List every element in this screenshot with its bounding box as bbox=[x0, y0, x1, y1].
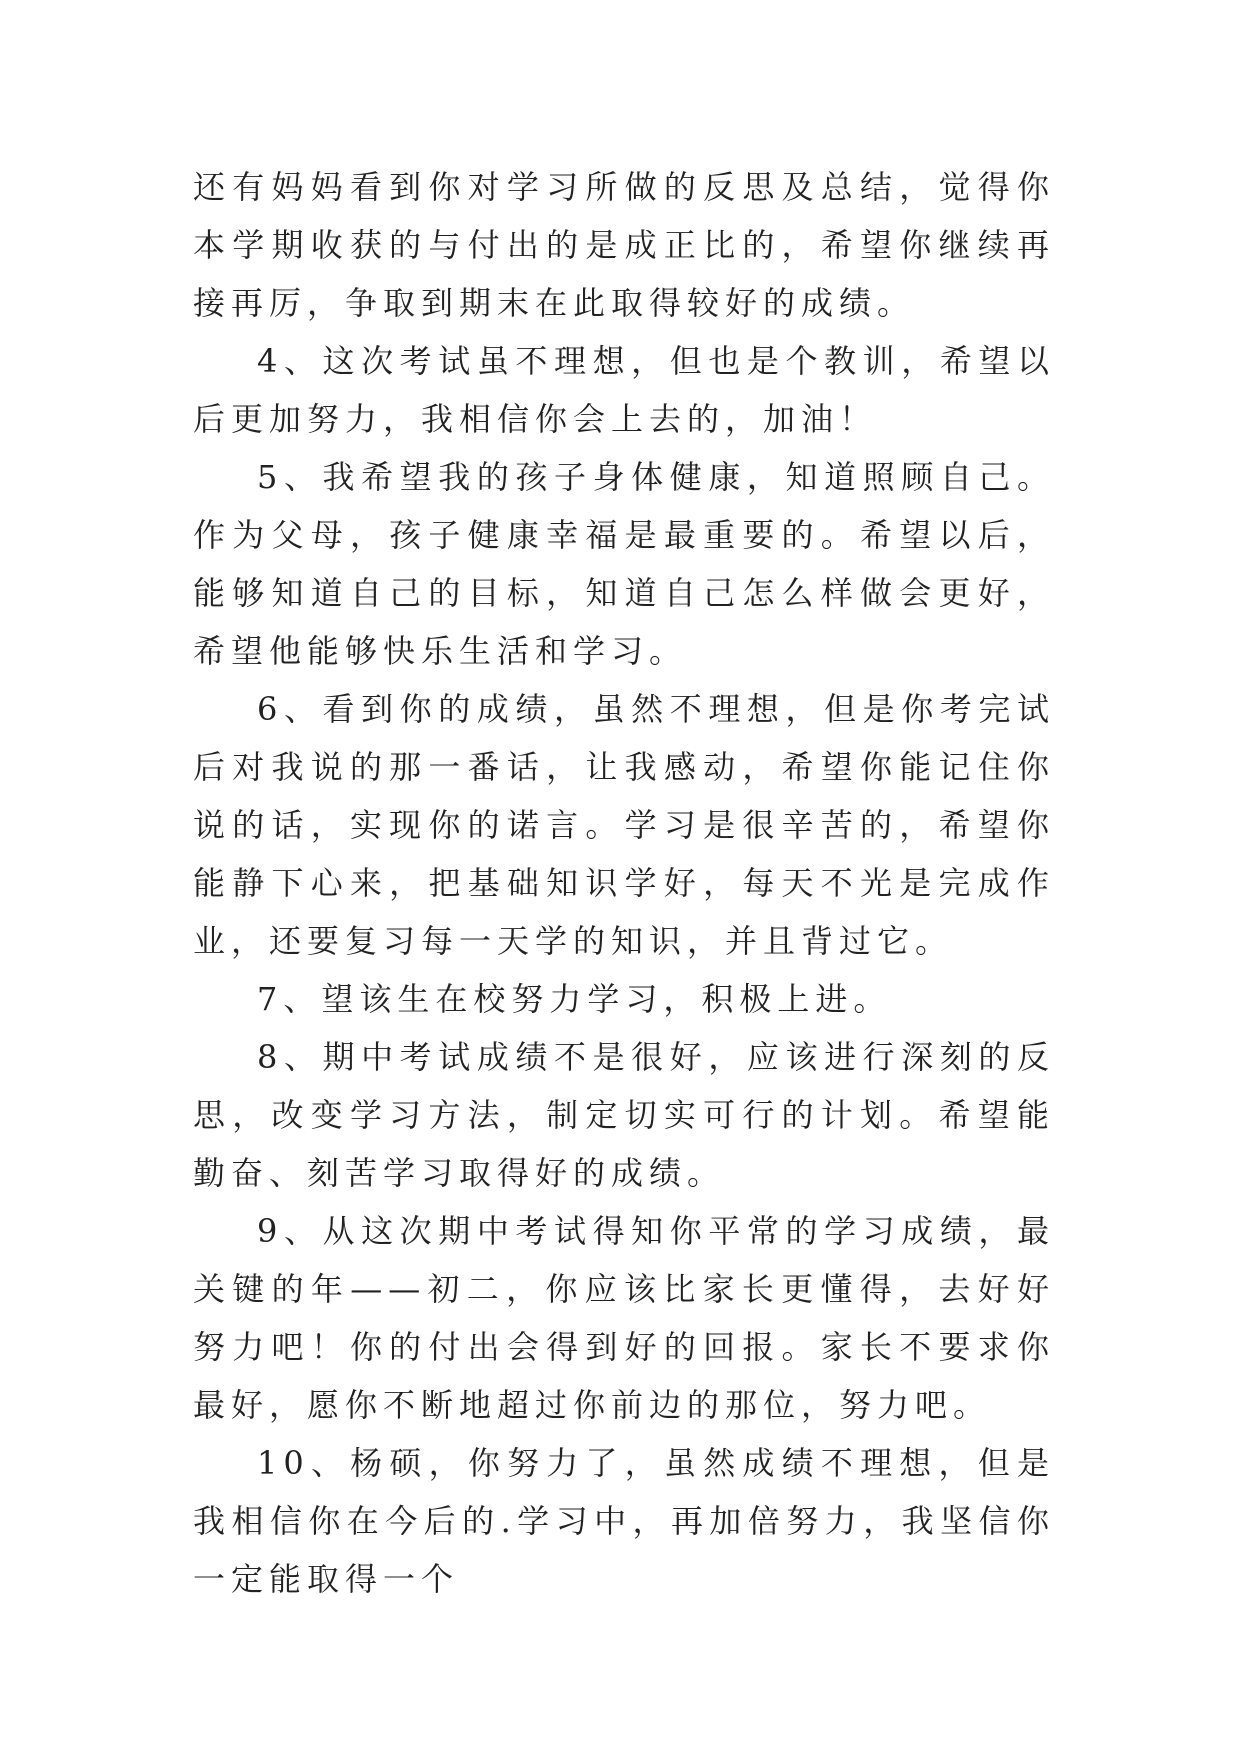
paragraph-item-7: 7、望该生在校努力学习，积极上进。 bbox=[257, 980, 892, 1018]
paragraph-item-10: 10、杨硕，你努力了，虽然成绩不理想，但是我相信你在今后的.学习中，再加倍努力，我坚信你一定能取得一个 bbox=[193, 1444, 1055, 1598]
paragraph-item-6: 6、看到你的成绩，虽然不理想，但是你考完试后对我说的那一番话，让我感动，希望你能记住你说的话，实现你的诺言。学习是很辛苦的，希望你能静下心来，把基础知识学好，每天不光是完成作业，还要复习每一天学的知识，并且背过它。 bbox=[193, 690, 1055, 960]
paragraph-item-4: 4、这次考试虽不理想，但也是个教训，希望以后更加努力，我相信你会上去的，加油！ bbox=[193, 342, 1055, 438]
paragraph-item-8: 8、期中考试成绩不是很好，应该进行深刻的反思，改变学习方法，制定切实可行的计划。希望能勤奋、刻苦学习取得好的成绩。 bbox=[193, 1038, 1055, 1192]
document-body bbox=[193, 158, 1055, 1608]
paragraph-item-5: 5、我希望我的孩子身体健康，知道照顾自己。作为父母，孩子健康幸福是最重要的。希望以后，能够知道自己的目标，知道自己怎么样做会更好，希望他能够快乐生活和学习。 bbox=[193, 458, 1055, 670]
paragraph-item-9: 9、从这次期中考试得知你平常的学习成绩，最关键的年——初二，你应该比家长更懂得，去好好努力吧！你的付出会得到好的回报。家长不要求你最好，愿你不断地超过你前边的那位，努力吧。 bbox=[193, 1212, 1055, 1424]
paragraph-continuation: 还有妈妈看到你对学习所做的反思及总结，觉得你本学期收获的与付出的是成正比的，希望你继续再接再厉，争取到期末在此取得较好的成绩。 bbox=[193, 168, 1055, 322]
